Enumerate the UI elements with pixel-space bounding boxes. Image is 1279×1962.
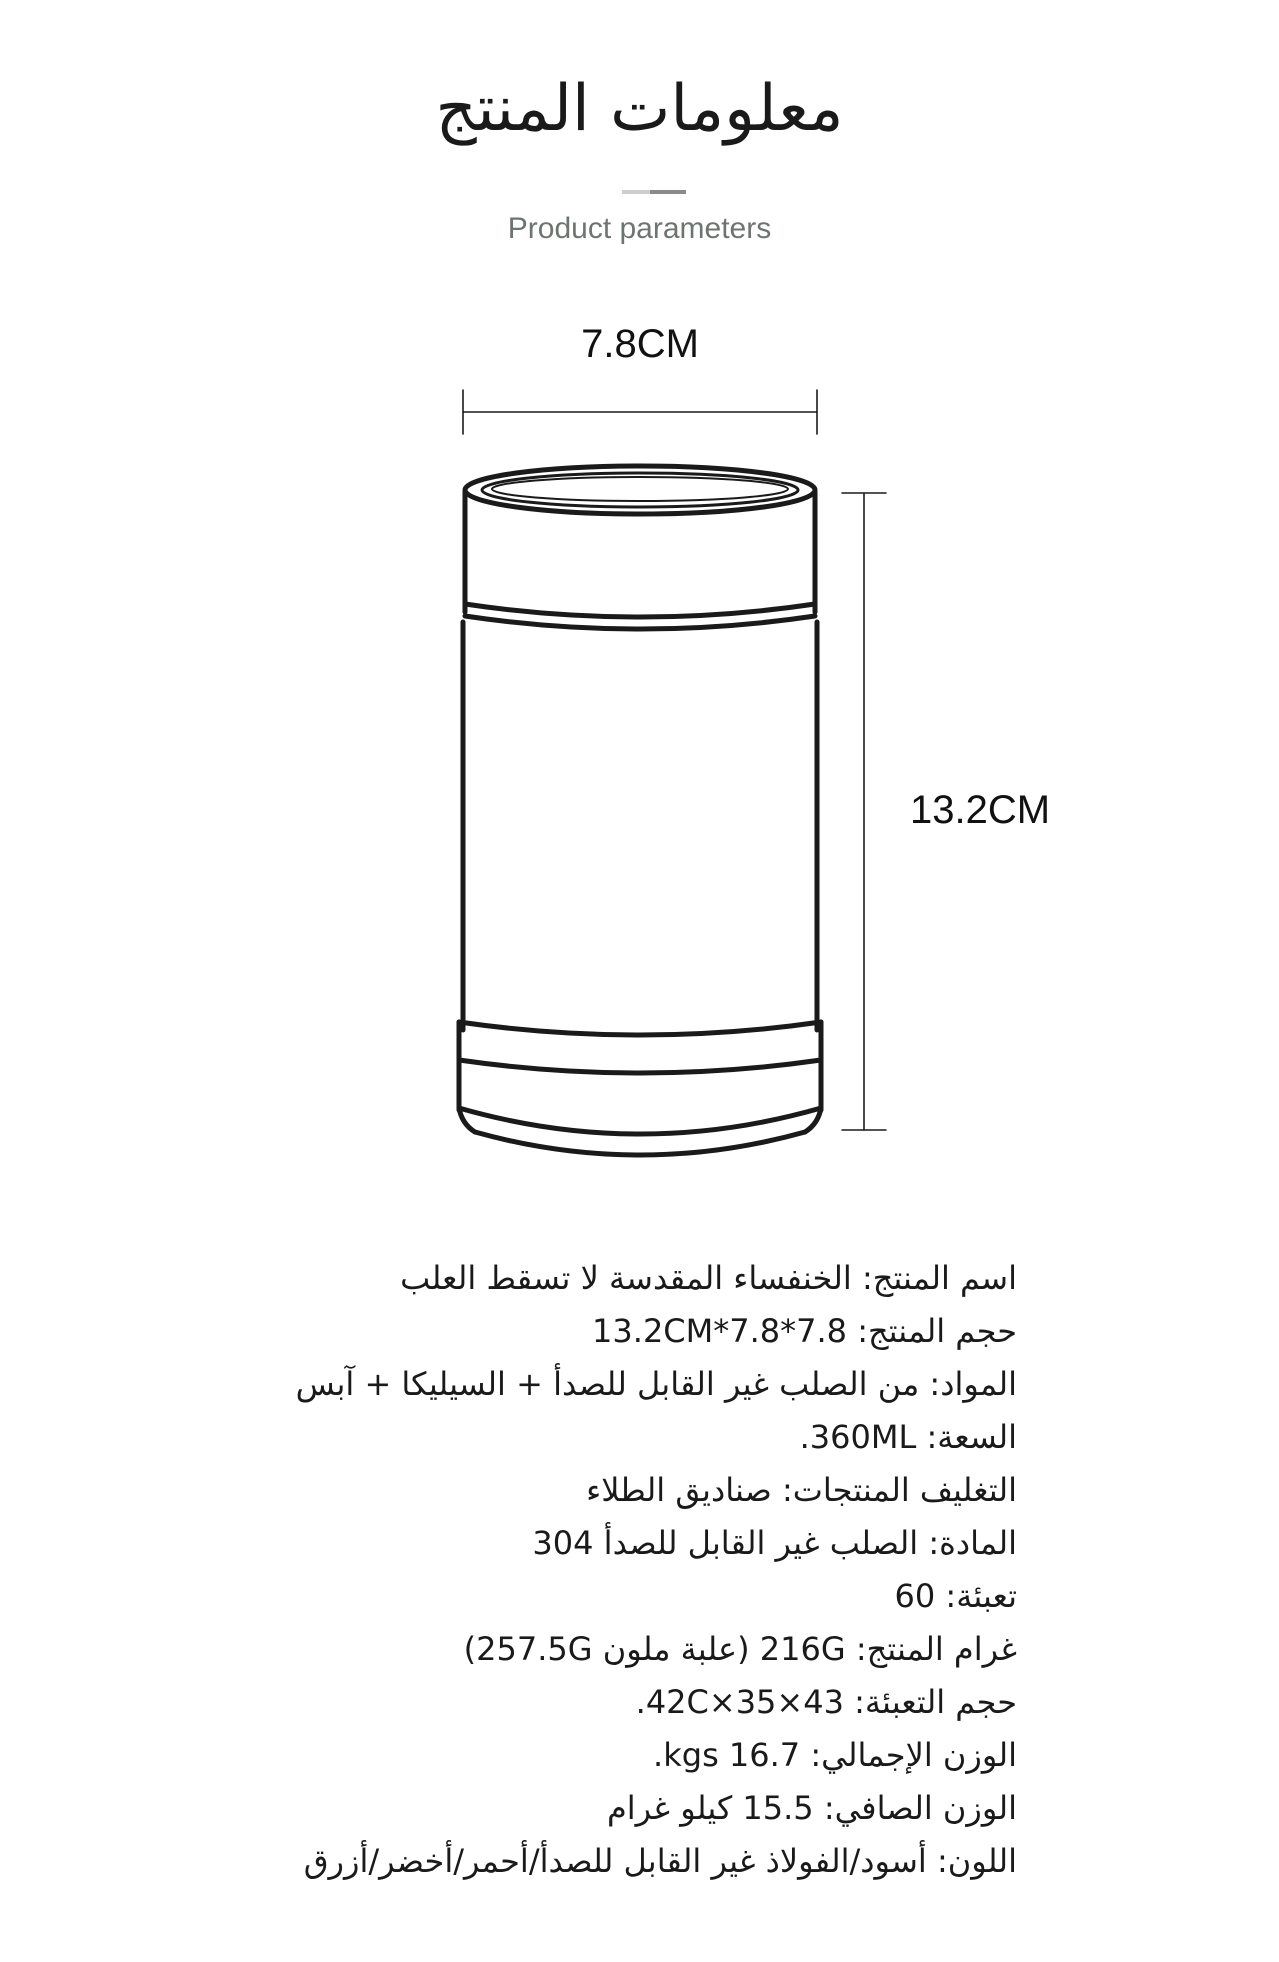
spec-capacity: السعة: 360ML. — [799, 1418, 1017, 1456]
specifications-list — [197, 1252, 1017, 1888]
page-subtitle: Product parameters — [507, 212, 772, 245]
height-dimension-line — [842, 493, 886, 1130]
spec-packaging: التغليف المنتجات: صناديق الطلاء — [586, 1471, 1017, 1509]
lid-top — [465, 466, 815, 514]
width-dimension-line — [463, 390, 817, 434]
width-dimension-label: 7.8CM — [581, 322, 699, 366]
spec-colors: اللون: أسود/الفولاذ غير القابل للصدأ/أحمر/أخضر/أزرق — [303, 1842, 1017, 1880]
spec-gross-weight: الوزن الإجمالي: 16.7 kgs. — [653, 1736, 1017, 1774]
spec-package-size: حجم التعبئة: 43×35×42C. — [635, 1683, 1017, 1721]
spec-product-weight: غرام المنتج: 216G (علبة ملون 257.5G) — [463, 1630, 1017, 1668]
spec-material: المادة: الصلب غير القابل للصدأ 304 — [532, 1524, 1017, 1562]
cup-base — [459, 1108, 821, 1155]
spec-product-name: اسم المنتج: الخنفساء المقدسة لا تسقط العلب — [400, 1259, 1017, 1297]
spec-product-size: حجم المنتج: 7.8*7.8*13.2CM — [592, 1312, 1017, 1350]
spec-materials: المواد: من الصلب غير القابل للصدأ + السيليكا + آبس — [295, 1365, 1017, 1403]
cup-body — [459, 622, 821, 1110]
height-dimension-label: 13.2CM — [910, 788, 1051, 832]
spec-net-weight: الوزن الصافي: 15.5 كيلو غرام — [606, 1789, 1017, 1827]
page-title: معلومات المنتج — [435, 72, 844, 146]
spec-quantity: تعبئة: 60 — [894, 1577, 1017, 1615]
